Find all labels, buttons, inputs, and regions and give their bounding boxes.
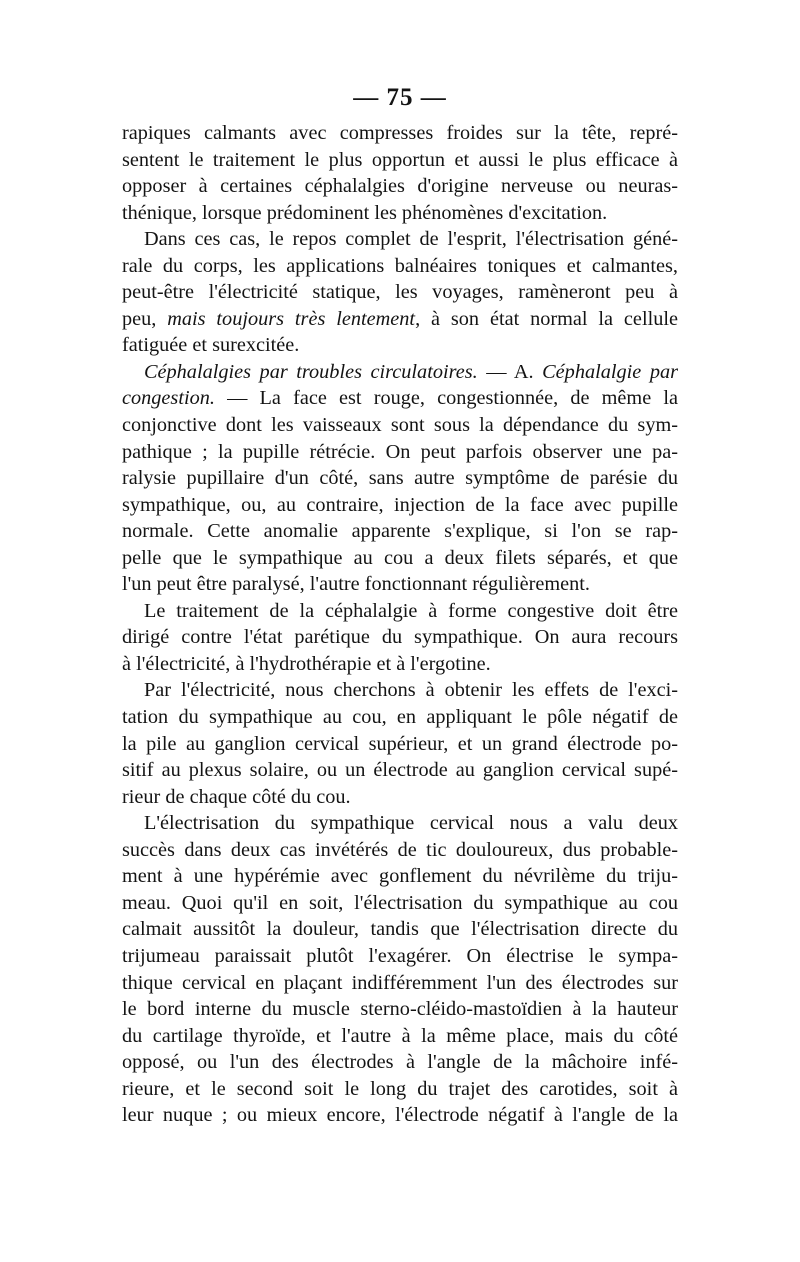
text-line: pelle que le sympathique au cou a deux filets séparés, et que xyxy=(122,546,678,569)
text-line: thique cervical en plaçant indifféremment l'un des électrodes sur xyxy=(122,971,678,994)
text-line: succès dans deux cas invétérés de tic douloureux, dus probable- xyxy=(122,838,678,861)
text-line: le bord interne du muscle sterno-cléido-mastoïdien à la hauteur xyxy=(122,998,678,1021)
text-line: peut-être l'électricité statique, les voyages, ramèneront peu à xyxy=(122,281,678,304)
text-line: l'un peut être paralysé, l'autre fonctionnant régulièrement. xyxy=(122,573,590,596)
text-line: dirigé contre l'état parétique du sympathique. On aura recours xyxy=(122,626,678,649)
text-line: rieur de chaque côté du cou. xyxy=(122,785,351,808)
subsection-heading: Céphalalgie par xyxy=(542,360,678,383)
text-line: calmait aussitôt la douleur, tandis que l'électrisation directe du xyxy=(122,918,678,941)
text-line: la pile au ganglion cervical supérieur, et un grand électrode po- xyxy=(122,732,678,755)
text-line: sentent le traitement le plus opportun et aussi le plus efficace à xyxy=(122,148,678,171)
section-heading-line xyxy=(122,359,678,386)
text-line xyxy=(122,385,678,412)
text-line: opposé, ou l'un des électrodes à l'angle de la mâchoire infé- xyxy=(122,1051,678,1074)
text-run: — A. xyxy=(477,360,543,383)
text-line: ralysie pupillaire d'un côté, sans autre symptôme de parésie du xyxy=(122,467,678,490)
text-line: conjonctive dont les vaisseaux sont sous la dépendance du sym- xyxy=(122,414,678,437)
text-line: normale. Cette anomalie apparente s'explique, si l'on se rap- xyxy=(122,520,678,543)
text-line: trijumeau paraissait plutôt l'exagérer. On électrise le sympa- xyxy=(122,944,678,967)
section-heading: Céphalalgies par troubles circulatoires. xyxy=(144,360,478,383)
text-line: meau. Quoi qu'il en soit, l'électrisation du sympathique au cou xyxy=(122,891,678,914)
text-line: Par l'électricité, nous cherchons à obtenir les effets de l'exci- xyxy=(144,679,678,702)
text-line: fatiguée et surexcitée. xyxy=(122,334,300,357)
text-line xyxy=(122,306,678,333)
text-line: leur nuque ; ou mieux encore, l'électrode négatif à l'angle de la xyxy=(122,1104,678,1127)
text-line: rieure, et le second soit le long du trajet des carotides, soit à xyxy=(122,1077,678,1100)
text-line: tation du sympathique au cou, en appliquant le pôle négatif de xyxy=(122,706,678,729)
text-line: rapiques calmants avec compresses froides sur la tête, repré- xyxy=(122,122,678,144)
subsection-heading: congestion. xyxy=(122,387,215,410)
text-line: opposer à certaines céphalalgies d'origine nerveuse ou neuras- xyxy=(122,175,678,198)
text-line: Le traitement de la céphalalgie à forme congestive doit être xyxy=(144,599,678,622)
text-run: peu, xyxy=(122,307,168,330)
text-run: , à son état normal la cellule xyxy=(415,307,678,330)
text-line: ment à une hypérémie avec gonflement du névrilème du triju- xyxy=(122,865,678,888)
italic-emphasis: mais toujours très lentement xyxy=(167,307,416,330)
body-text xyxy=(122,120,678,1129)
text-line: pathique ; la pupille rétrécie. On peut parfois observer une pa- xyxy=(122,440,678,463)
text-line: Dans ces cas, le repos complet de l'esprit, l'électrisation géné- xyxy=(144,228,678,251)
text-line: sympathique, ou, au contraire, injection de la face avec pupille xyxy=(122,493,678,516)
text-line: à l'électricité, à l'hydrothérapie et à l'ergotine. xyxy=(122,652,491,675)
text-line: sitif au plexus solaire, ou un électrode au ganglion cervical supé- xyxy=(122,759,678,782)
text-line: L'électrisation du sympathique cervical nous a valu deux xyxy=(144,812,678,835)
text-line: rale du corps, les applications balnéaires toniques et calmantes, xyxy=(122,254,678,277)
text-line: thénique, lorsque prédominent les phénomènes d'excitation. xyxy=(122,201,608,224)
page-number: — 75 — xyxy=(353,84,447,111)
text-run: — La face est rouge, congestionnée, de même la xyxy=(214,387,678,410)
text-line: du cartilage thyroïde, et l'autre à la même place, mais du côté xyxy=(122,1024,678,1047)
